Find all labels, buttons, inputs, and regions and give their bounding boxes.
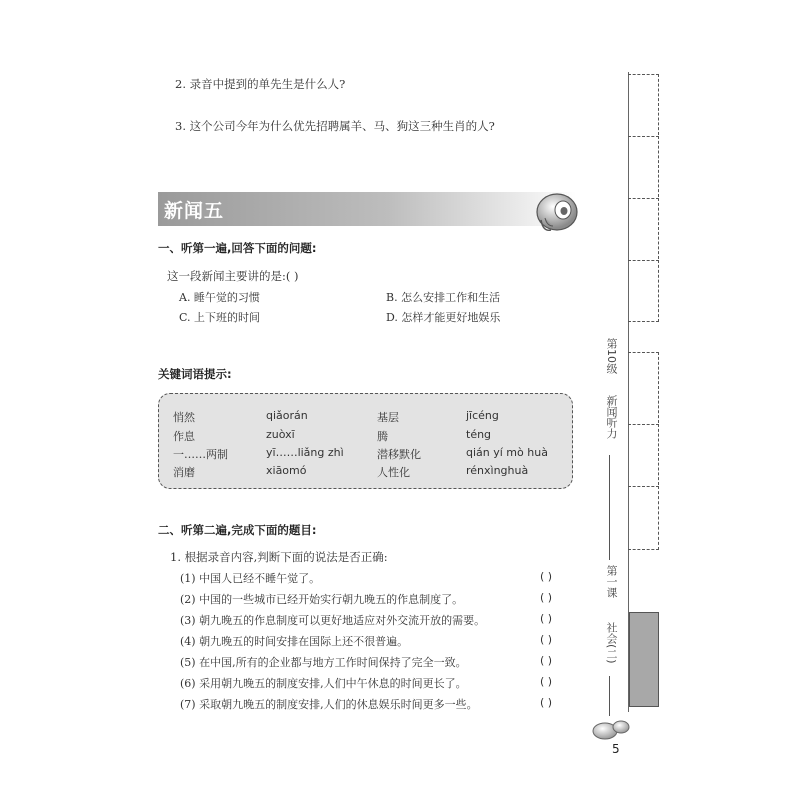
bubble-icon bbox=[591, 718, 633, 740]
sidebar-lesson: 第一课 bbox=[605, 565, 618, 598]
section-title: 新闻五 bbox=[164, 200, 225, 222]
sidebar-topic: 社会(二) bbox=[605, 622, 618, 664]
part2-intro: 1. 根据录音内容,判断下面的说法是否正确: bbox=[170, 550, 388, 564]
option-b: B. 怎么安排工作和生活 bbox=[386, 291, 501, 304]
vocab-word: 腾 bbox=[377, 430, 388, 443]
keywords-heading: 关键词语提示: bbox=[158, 367, 232, 381]
part1-question: 这一段新闻主要讲的是:( ) bbox=[167, 269, 299, 283]
sidebar-level: 第10级 bbox=[605, 338, 618, 374]
page-tab bbox=[628, 424, 659, 485]
page-tab bbox=[628, 136, 659, 197]
statement: (4) 朝九晚五的时间安排在国际上还不很普遍。 bbox=[180, 635, 409, 648]
vocab-pinyin: qiǎorán bbox=[266, 409, 308, 422]
vocab-word: 悄然 bbox=[173, 411, 195, 424]
vocab-word: 潜移默化 bbox=[377, 448, 421, 461]
option-c: C. 上下班的时间 bbox=[179, 311, 261, 324]
statement: (2) 中国的一些城市已经开始实行朝九晚五的作息制度了。 bbox=[180, 593, 464, 606]
vocab-pinyin: téng bbox=[466, 428, 492, 441]
vocab-word: 人性化 bbox=[377, 466, 410, 479]
vocab-pinyin: rénxìnghuà bbox=[466, 464, 529, 477]
answer-blank[interactable]: ( ) bbox=[540, 591, 553, 604]
active-chapter-tab bbox=[629, 612, 659, 707]
vocab-word: 作息 bbox=[173, 430, 195, 443]
listening-icon bbox=[533, 190, 581, 238]
page-tab bbox=[628, 260, 659, 322]
question-2: 2. 录音中提到的单先生是什么人? bbox=[175, 77, 346, 91]
sidebar-divider bbox=[609, 676, 610, 716]
answer-blank[interactable]: ( ) bbox=[540, 675, 553, 688]
vocab-pinyin: zuòxī bbox=[266, 428, 295, 441]
answer-blank[interactable]: ( ) bbox=[540, 633, 553, 646]
vocab-word: 基层 bbox=[377, 411, 399, 424]
question-3: 3. 这个公司今年为什么优先招聘属羊、马、狗这三种生肖的人? bbox=[175, 119, 495, 133]
statement: (3) 朝九晚五的作息制度可以更好地适应对外交流开放的需要。 bbox=[180, 614, 486, 627]
answer-blank[interactable]: ( ) bbox=[540, 654, 553, 667]
page-tab bbox=[628, 352, 659, 423]
vocab-pinyin: qián yí mò huà bbox=[466, 446, 548, 459]
page-number: 5 bbox=[612, 742, 620, 756]
vocab-word: 消磨 bbox=[173, 466, 195, 479]
vocab-word: 一……两制 bbox=[173, 448, 228, 461]
section-header bbox=[158, 192, 576, 226]
part2-heading: 二、听第二遍,完成下面的题目: bbox=[158, 523, 317, 537]
statement: (7) 采取朝九晚五的制度安排,人们的休息娱乐时间更多一些。 bbox=[180, 698, 478, 711]
page-tab bbox=[628, 74, 659, 135]
sidebar-divider bbox=[609, 455, 610, 560]
part1-heading: 一、听第一遍,回答下面的问题: bbox=[158, 241, 317, 255]
option-d: D. 怎样才能更好地娱乐 bbox=[386, 311, 501, 324]
page-tab bbox=[628, 198, 659, 259]
statement: (5) 在中国,所有的企业都与地方工作时间保持了完全一致。 bbox=[180, 656, 467, 669]
answer-blank[interactable]: ( ) bbox=[540, 612, 553, 625]
statement: (6) 采用朝九晚五的制度安排,人们中午休息的时间更长了。 bbox=[180, 677, 467, 690]
answer-blank[interactable]: ( ) bbox=[540, 570, 553, 583]
answer-blank[interactable]: ( ) bbox=[540, 696, 553, 709]
page-tab bbox=[628, 486, 659, 550]
option-a: A. 睡午觉的习惯 bbox=[179, 291, 260, 304]
vocab-pinyin: xiāomó bbox=[266, 464, 307, 477]
sidebar-book: 新闻听力 bbox=[605, 395, 618, 439]
statement: (1) 中国人已经不睡午觉了。 bbox=[180, 572, 321, 585]
vocab-pinyin: jīcéng bbox=[466, 409, 499, 422]
vocab-pinyin: yī……liǎng zhì bbox=[266, 446, 344, 459]
